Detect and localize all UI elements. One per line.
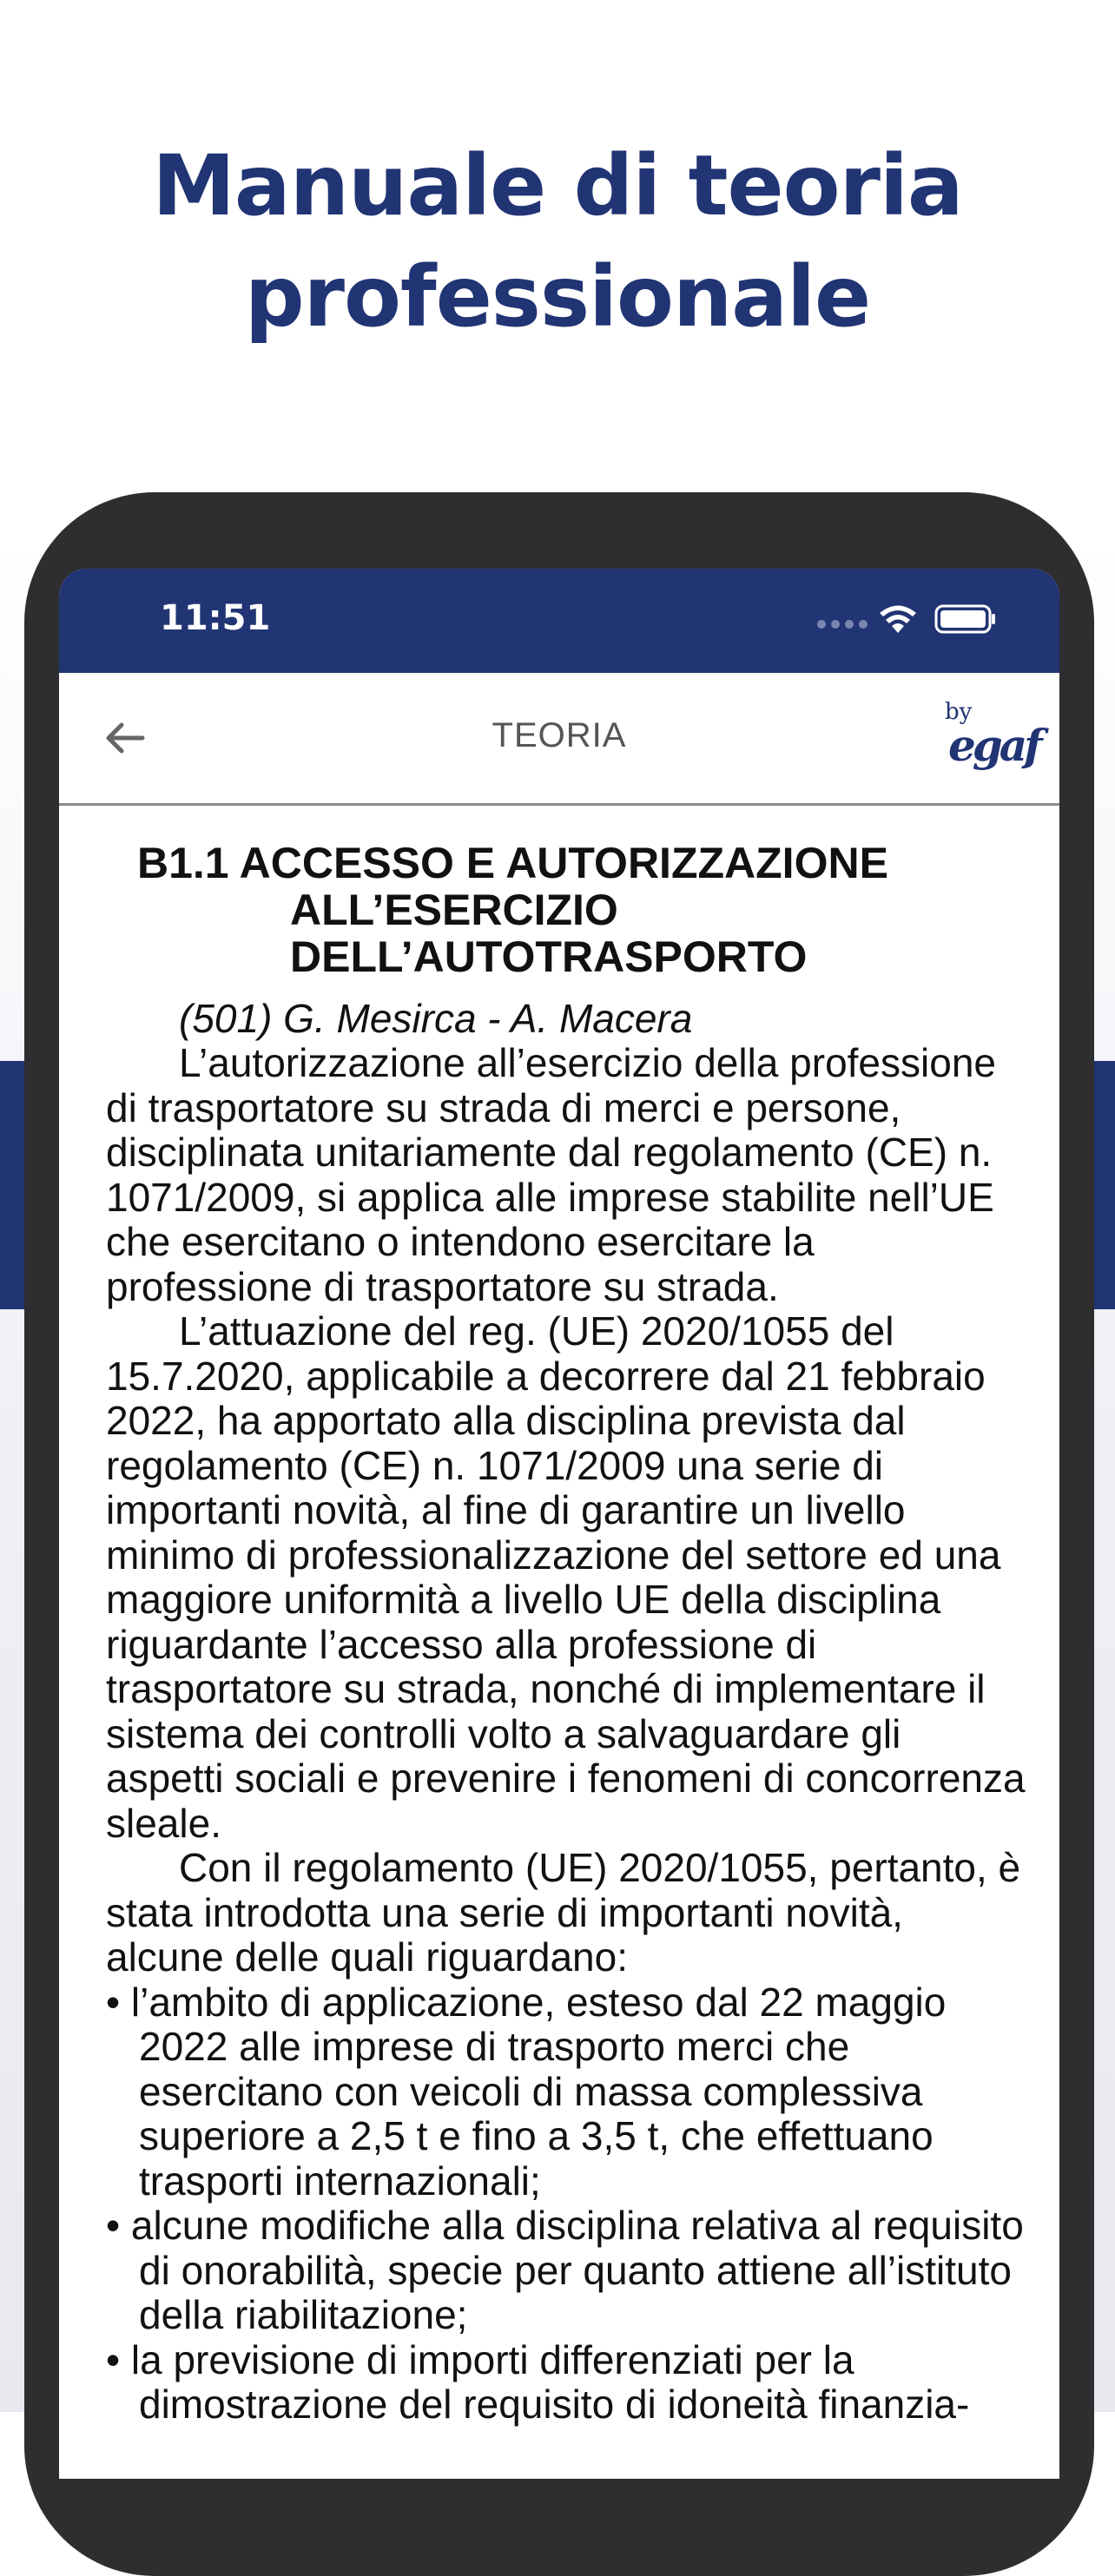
bullet-item: • alcune modifiche alla disciplina relativa al requisito di onorabilità, specie per quanto attiene all’istituto della riabilitazione; xyxy=(106,2204,1026,2338)
headline-line-1: Manuale di teoria xyxy=(152,137,963,234)
bullet-item: • l’ambito di applicazione, esteso dal 22 maggio 2022 alle imprese di trasporto merci che esercitano con veicoli di massa complessiva superiore a 2,5 t e fino a 3,5 t, che effettuano trasporti internazionali; xyxy=(106,1980,1026,2204)
status-bar xyxy=(59,569,1059,673)
paragraph: Con il regolamento (UE) 2020/1055, pertanto, è stata introdotta una serie di importanti novità, alcune delle quali riguardano: xyxy=(106,1845,1021,1980)
headline-line-2: professionale xyxy=(244,248,871,346)
logo-name-text: egaf xyxy=(948,720,1039,771)
section-title-line-1: B1.1 ACCESSO E AUTORIZZAZIONE xyxy=(137,839,888,887)
authors: (501) G. Mesirca - A. Macera xyxy=(179,996,693,1041)
bullet-item: • la previsione di importi differenziati per la dimostrazione del requisito di idoneità finanzia- xyxy=(106,2338,1026,2428)
promo-headline xyxy=(0,130,1115,352)
signal-dots-icon xyxy=(816,619,868,629)
battery-icon xyxy=(934,603,997,635)
app-header xyxy=(59,673,1059,806)
section-title xyxy=(137,840,1026,980)
phone-screen xyxy=(59,569,1059,2479)
wifi-icon xyxy=(877,603,919,635)
logo-by-text: by xyxy=(945,699,973,725)
paragraph: L’autorizzazione all’esercizio della professione di trasportatore su strada di merci e persone, disciplinata unitariamente dal regolamento (CE) n. 1071/2009, si applica alle imprese stabilite nell’UE che esercitano o intendono esercitare la professione di trasportatore su strada. xyxy=(106,1040,996,1309)
article-content xyxy=(106,840,1026,2428)
bullet-list xyxy=(106,1980,1026,2428)
page-title: TEORIA xyxy=(492,716,627,754)
section-title-line-2: ALL’ESERCIZIO xyxy=(290,886,618,934)
status-time: 11:51 xyxy=(160,598,271,638)
paragraph: L’attuazione del reg. (UE) 2020/1055 del 15.7.2020, applicabile a decorrere dal 21 febbraio 2022, ha apportato alla disciplina prevista dal regolamento (CE) n. 1071/2009 una serie di importanti novità, al fine di garantire un livello minimo di professionalizzazione del settore ed una maggiore uniformità a livello UE della disciplina riguardante l’accesso alla professione di trasportatore su strada, nonché di implementare il sistema dei controlli volto a salvaguardare gli aspetti sociali e prevenire i fenomeni di concorrenza sleale. xyxy=(106,1308,1026,1846)
egaf-logo xyxy=(945,699,1039,777)
section-title-line-3: DELL’AUTOTRASPORTO xyxy=(290,932,808,981)
